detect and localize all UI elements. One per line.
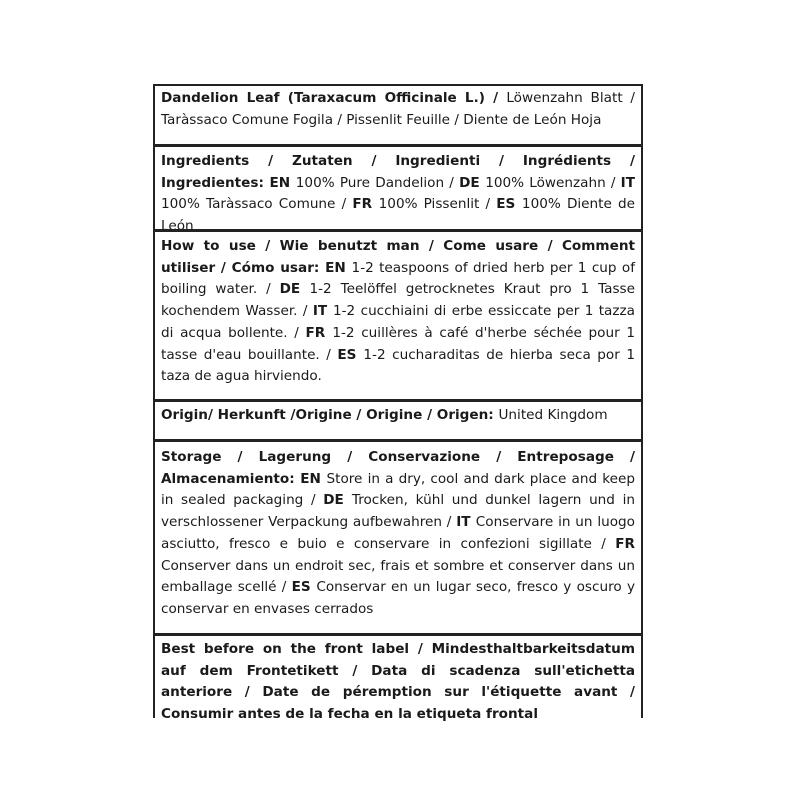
storage-heading: Storage / Lagerung / Conservazione / Entreposage / Almacenamiento: [161,449,635,487]
ingredient-text: 100% Taràssaco Comune / [161,196,353,213]
storage-text: Conserver dans un endroit sec, frais et sombre et conserver dans un emballage scellé / [161,557,635,596]
divider [155,399,641,402]
origin-value: United Kingdom [498,407,608,423]
storage-text: Store in a dry, cool and dark place and keep in sealed packaging / [161,470,635,509]
lang-code: DE [459,174,486,191]
title-section [155,88,641,131]
storage-text: Trocken, kühl und dunkel lagern und in verschlossener Verpackung aufbewahren / [161,492,635,531]
lang-code: EN [325,259,352,276]
ingredients-heading: Ingredients / Zutaten / Ingredienti / Ingrédients / Ingredientes: [161,153,635,191]
usage-text: 1-2 cucharaditas de hierba seca por 1 taza de agua hirviendo. [161,346,636,385]
lang-code: DE [279,281,310,298]
lang-code: FR [615,535,635,552]
best-before-section [155,639,641,726]
product-label [153,84,643,723]
how-to-use-section [155,236,641,388]
ingredients-section [155,151,641,238]
usage-text: 1-2 cuillères à café d'herbe séchée pour 1 tasse d'eau bouillante. / [161,324,635,363]
title-heading: Dandelion Leaf (Taraxacum Officinale L.) / [161,90,507,106]
origin-section [155,405,641,427]
origin-heading: Origin/ Herkunft /Origine / Origine / Origen: [161,407,499,423]
divider [155,229,641,232]
best-before-heading: Best before on the front label / Mindesthaltbarkeitsdatum auf dem Frontetikett / Data di scadenza sull'etichetta anteriore / Date de péremption sur l'étiquette avant / Consumir antes de la fecha en la etiqueta frontal [161,641,635,723]
divider [155,144,641,147]
divider [155,633,641,636]
lang-code: IT [312,303,333,320]
ingredient-text: 100% Pissenlit / [378,196,497,213]
usage-text: 1-2 cucchiaini di erbe essiccate per 1 tazza di acqua bollente. / [161,303,635,341]
lang-code: ES [337,346,364,363]
divider [155,439,641,442]
lang-code: FR [305,324,333,341]
lang-code: IT [620,174,635,191]
ingredient-text: 100% Löwenzahn / [485,174,621,191]
lang-code: EN [300,470,327,487]
usage-text: 1-2 teaspoons of dried herb per 1 cup of boiling water. / [161,259,635,298]
lang-code: ES [291,579,317,596]
title-body: Löwenzahn Blatt / Taràssaco Comune Fogila / Pissenlit Feuille / Diente de León Hoja [161,90,636,128]
ingredient-text: 100% Diente de León [161,196,636,235]
lang-code: FR [352,196,379,213]
lang-code: IT [456,514,476,531]
usage-text: 1-2 Teelöffel getrocknetes Kraut pro 1 Tasse kochendem Wasser. / [161,281,635,320]
ingredient-text: 100% Pure Dandelion / [295,174,460,191]
lang-code: ES [496,196,522,213]
storage-section [155,447,641,621]
lang-code: DE [323,492,352,509]
storage-text: Conservare in un luogo asciutto, fresco e buio e conservare in confezioni sigillate / [161,514,635,552]
lang-code: EN [269,174,296,191]
how-to-use-heading: How to use / Wie benutzt man / Come usare / Comment utiliser / Cómo usar: [161,238,635,276]
storage-text: Conservar en un lugar seco, fresco y oscuro y conservar en envases cerrados [161,579,635,617]
